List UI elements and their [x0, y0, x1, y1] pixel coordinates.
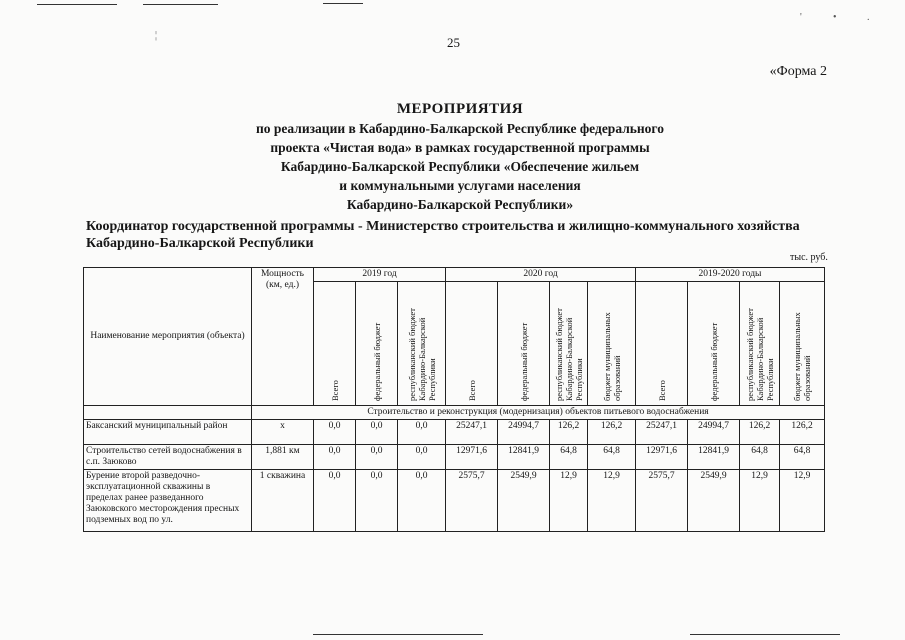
- header-period: 2019-2020 годы: [636, 268, 825, 282]
- header-sub: [636, 282, 688, 406]
- scan-line-top-mid: [143, 4, 218, 5]
- cell-value: 12,9: [780, 470, 825, 532]
- header-sub: [740, 282, 780, 406]
- cell-value: 126,2: [740, 420, 780, 445]
- title-line: Кабардино-Балкарской Республики «Обеспечение жильем: [280, 159, 640, 174]
- cell-value: 12,9: [588, 470, 636, 532]
- header-name: Наименование мероприятия (объекта): [84, 268, 252, 406]
- cell-value: 0,0: [356, 470, 398, 532]
- header-sub: [550, 282, 588, 406]
- cell-value: 2549,9: [498, 470, 550, 532]
- section-heading: Строительство и реконструкция (модернизация) объектов питьевого водоснабжения: [252, 406, 825, 420]
- cell-value: 126,2: [550, 420, 588, 445]
- table-row: [84, 445, 825, 470]
- cell-value: 0,0: [314, 445, 356, 470]
- scan-mark: ': [800, 12, 802, 23]
- cell-value: 25247,1: [636, 420, 688, 445]
- cell-value: 25247,1: [446, 420, 498, 445]
- table-row: [84, 420, 825, 445]
- header-sub-label: федеральный бюджет: [518, 322, 529, 401]
- header-sub: [588, 282, 636, 406]
- cell-value: 12,9: [740, 470, 780, 532]
- cell-value: 12841,9: [688, 445, 740, 470]
- header-sub-label: федеральный бюджет: [371, 322, 382, 401]
- cell-value: 64,8: [550, 445, 588, 470]
- document-title: [200, 100, 720, 214]
- coordinator-line: Координатор государственной программы - Министерство строительства и жилищно-коммунального хозяйства Кабардино-Балкарской Республики: [86, 219, 800, 251]
- row-capacity: 1 скважина: [252, 470, 314, 532]
- title-line: по реализации в Кабардино-Балкарской Республике федерального: [256, 121, 664, 136]
- row-capacity: 1,881 км: [252, 445, 314, 470]
- header-sub-label: бюджет муниципальных образований: [601, 312, 622, 401]
- cell-value: 12841,9: [498, 445, 550, 470]
- header-period: 2019 год: [314, 268, 446, 282]
- header-sub-label: федеральный бюджет: [708, 322, 719, 401]
- header-sub: [314, 282, 356, 406]
- header-sub: [780, 282, 825, 406]
- title-line: проекта «Чистая вода» в рамках государственной программы: [270, 140, 650, 155]
- scan-line-bottom-right: [690, 634, 840, 635]
- cell-value: 64,8: [780, 445, 825, 470]
- form-label: «Форма 2: [769, 64, 827, 79]
- cell-value: 0,0: [398, 420, 446, 445]
- header-capacity: Мощность (км, ед.): [252, 268, 314, 406]
- cell-value: 12,9: [550, 470, 588, 532]
- units-label: тыс. руб.: [790, 252, 828, 263]
- cell-value: 12971,6: [446, 445, 498, 470]
- cell-value: 24994,7: [688, 420, 740, 445]
- header-sub: [356, 282, 398, 406]
- row-name: Строительство сетей водоснабжения в с.п. Заюково: [84, 445, 252, 470]
- row-name: Баксанский муниципальный район: [84, 420, 252, 445]
- cell-value: 64,8: [588, 445, 636, 470]
- header-sub: [446, 282, 498, 406]
- title-line: Кабардино-Балкарской Республики»: [346, 197, 574, 212]
- cell-value: 0,0: [398, 470, 446, 532]
- page-number: 25: [447, 35, 460, 50]
- cell-value: 2549,9: [688, 470, 740, 532]
- header-sub-label: Всего: [656, 380, 667, 401]
- scan-mark: ¦: [155, 30, 158, 41]
- scan-line-top-left: [37, 4, 117, 5]
- row-name: Бурение второй разведочно-эксплуатационной скважины в пределах ранее разведанного Заюковского месторождения пресных подземных вод по ул.: [84, 470, 252, 532]
- header-sub-label: республиканский бюджет Кабардино-Балкарской Республики: [406, 308, 437, 401]
- cell-value: 64,8: [740, 445, 780, 470]
- header-sub: [498, 282, 550, 406]
- measures-table: [83, 267, 825, 532]
- header-sub-label: Всего: [329, 380, 340, 401]
- cell-value: 126,2: [588, 420, 636, 445]
- cell-value: 2575,7: [446, 470, 498, 532]
- header-period: 2020 год: [446, 268, 636, 282]
- cell-value: 2575,7: [636, 470, 688, 532]
- cell-value: 0,0: [356, 420, 398, 445]
- title-main: МЕРОПРИЯТИЯ: [396, 101, 524, 117]
- scan-line-bottom-mid: [313, 634, 483, 635]
- header-sub: [688, 282, 740, 406]
- cell-value: 126,2: [780, 420, 825, 445]
- table-row: [84, 470, 825, 532]
- row-capacity: х: [252, 420, 314, 445]
- scan-line-top-right: [323, 3, 363, 4]
- cell-value: 12971,6: [636, 445, 688, 470]
- scan-mark: •: [833, 12, 837, 23]
- title-line: и коммунальными услугами населения: [339, 178, 581, 193]
- cell-value: 0,0: [314, 470, 356, 532]
- header-sub-label: Всего: [466, 380, 477, 401]
- scan-mark: .: [867, 12, 870, 23]
- cell-value: 0,0: [314, 420, 356, 445]
- cell-value: 24994,7: [498, 420, 550, 445]
- header-sub-label: республиканский бюджет Кабардино-Балкарской Республики: [553, 308, 584, 401]
- cell-value: 0,0: [356, 445, 398, 470]
- header-sub-label: бюджет муниципальных образований: [792, 312, 812, 401]
- header-sub-label: республиканский бюджет Кабардино-Балкарской Республики: [744, 308, 775, 401]
- cell-value: 0,0: [398, 445, 446, 470]
- header-sub: [398, 282, 446, 406]
